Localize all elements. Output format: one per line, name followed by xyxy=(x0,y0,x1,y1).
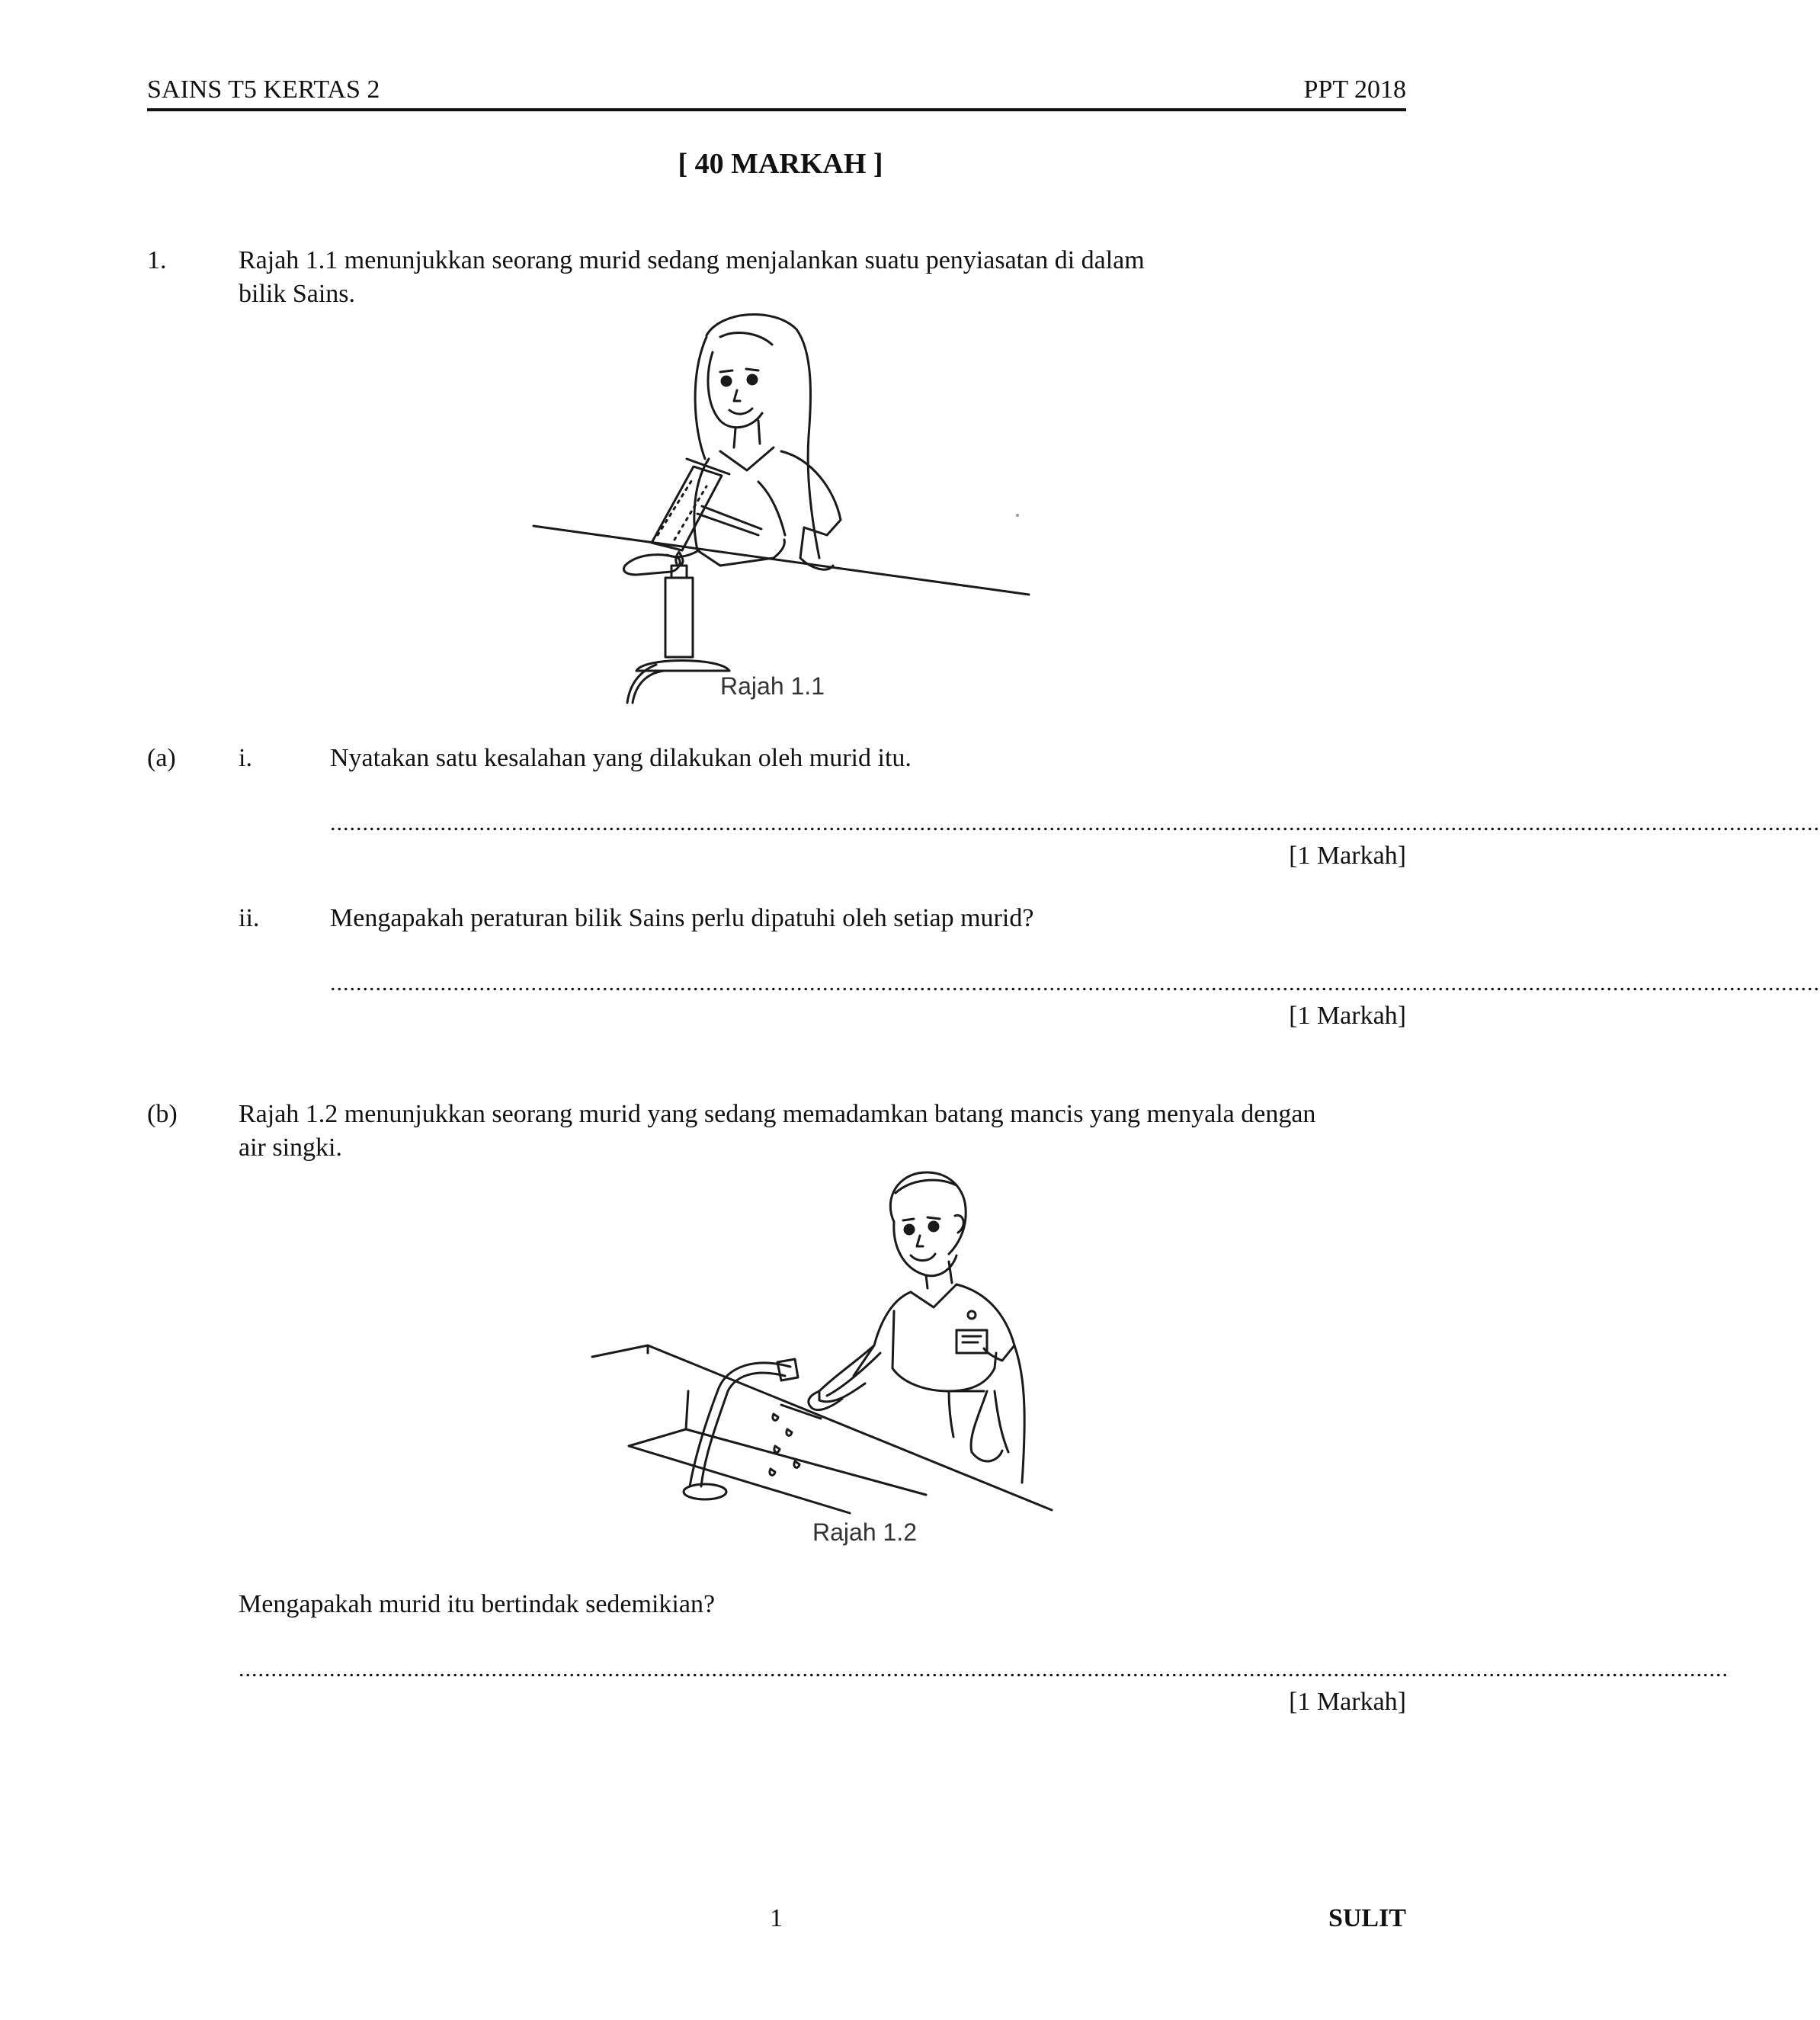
question-number: 1. xyxy=(147,246,167,274)
header-rule xyxy=(147,108,1406,111)
part-b-question: Mengapakah murid itu bertindak sedemikian? xyxy=(239,1590,716,1618)
part-a-i-marks: [1 Markah] xyxy=(1289,842,1406,870)
bench-edge-line xyxy=(534,526,1029,595)
footer-sulit: SULIT xyxy=(1328,1904,1406,1932)
figure-1-2-illustration xyxy=(591,1162,1063,1513)
question-intro-line1: Rajah 1.1 menunjukkan seorang murid sedang menjalankan suatu penyiasatan di dalam xyxy=(239,246,1145,274)
part-a-ii-label: ii. xyxy=(239,904,260,932)
part-a-i-text: Nyatakan satu kesalahan yang dilakukan oleh murid itu. xyxy=(330,744,912,772)
answer-line-a-ii[interactable]: ...................................................................................................................................................................................................................................... xyxy=(330,970,1820,996)
part-b-marks: [1 Markah] xyxy=(1289,1688,1406,1716)
part-b-text-line2: air singki. xyxy=(239,1133,342,1162)
page-number: 1 xyxy=(770,1904,783,1932)
part-b-text-line1: Rajah 1.2 menunjukkan seorang murid yang sedang memadamkan batang mancis yang menyala dengan xyxy=(239,1100,1316,1128)
header-right: PPT 2018 xyxy=(1303,75,1406,104)
header-left: SAINS T5 KERTAS 2 xyxy=(147,75,380,104)
part-a-ii-text: Mengapakah peraturan bilik Sains perlu dipatuhi oleh setiap murid? xyxy=(330,904,1034,932)
figure-1-1-caption: Rajah 1.1 xyxy=(720,672,825,700)
figure-1-2-caption: Rajah 1.2 xyxy=(812,1518,917,1546)
section-title: [ 40 MARKAH ] xyxy=(678,148,883,180)
part-a-ii-marks: [1 Markah] xyxy=(1289,1002,1406,1030)
part-a-i-label: i. xyxy=(239,744,252,772)
part-a-label: (a) xyxy=(147,744,176,772)
question-intro-line2: bilik Sains. xyxy=(239,280,356,308)
part-b-label: (b) xyxy=(147,1100,178,1128)
answer-line-a-i[interactable]: ...................................................................................................................................................................................................................................... xyxy=(330,810,1820,835)
figure-1-1-illustration xyxy=(530,306,1025,703)
answer-line-b[interactable]: ...................................................................................................................................................................................................................................... xyxy=(239,1656,1729,1682)
